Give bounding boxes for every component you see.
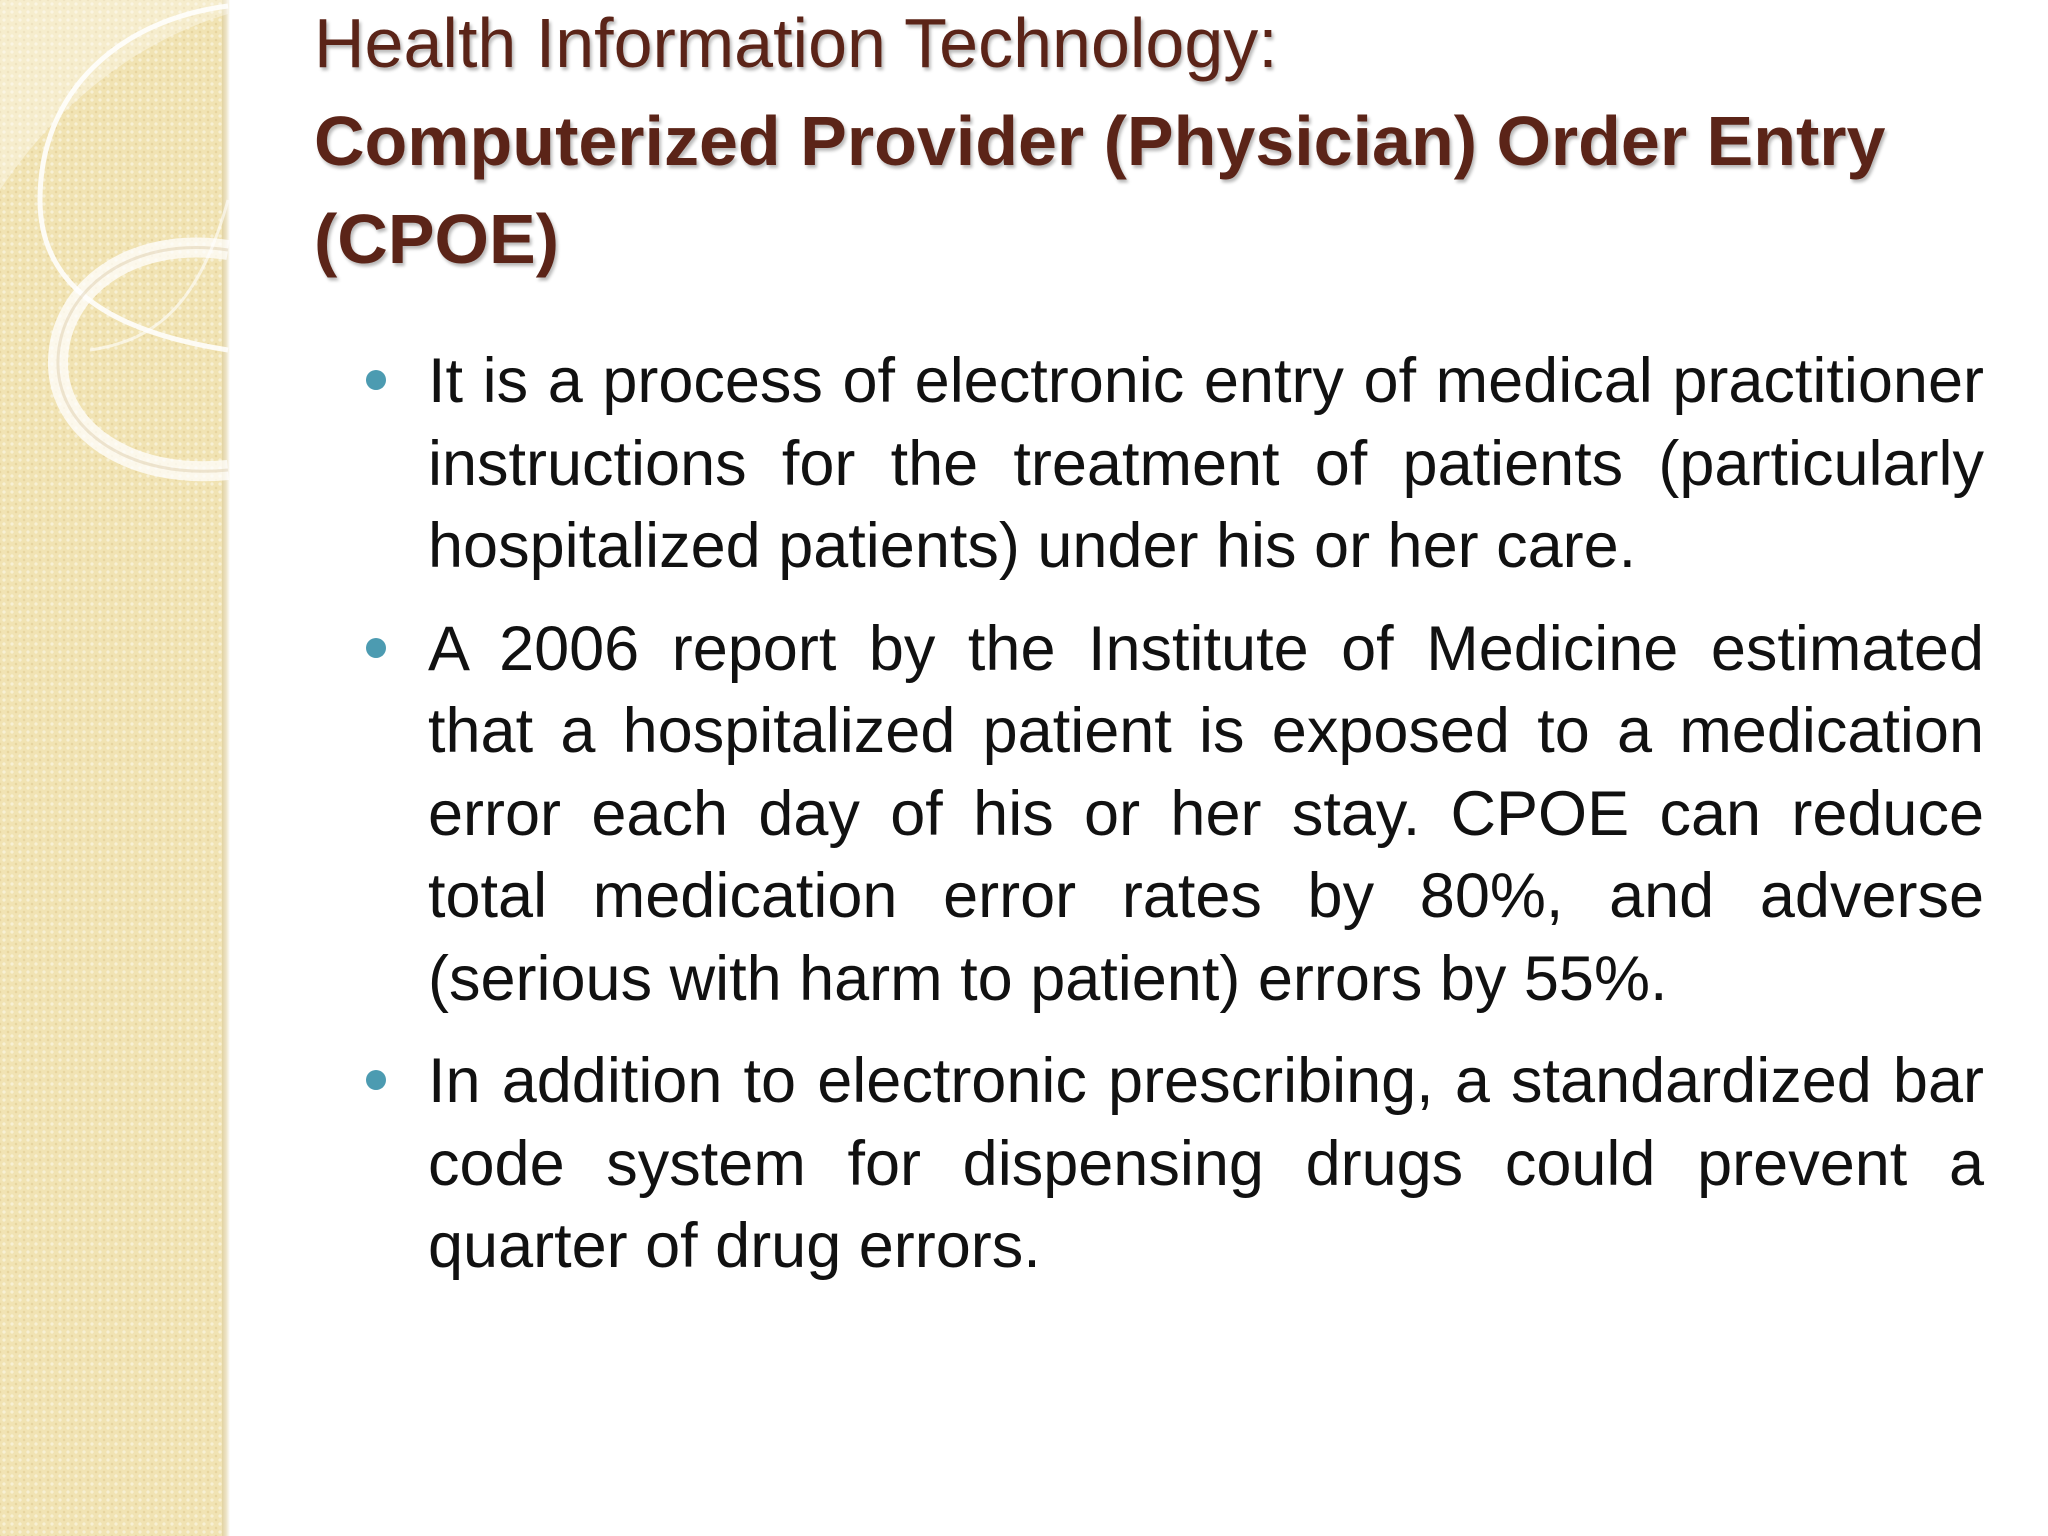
bullet-item-1	[362, 340, 1984, 588]
circle-bullet-icon	[366, 638, 386, 658]
bullet-item-3	[362, 1040, 1984, 1288]
circle-bullet-icon	[366, 370, 386, 390]
swoosh-rings-decoration	[0, 0, 260, 520]
slide-title	[314, 0, 1994, 288]
bullet-text-2: A 2006 report by the Institute of Medicine estimated that a hospitalized patient is exposed to a medication error each day of his or her stay. CPOE can reduce total medication error rates by 80%, and adverse (serious with harm to patient) errors by 55%.	[428, 613, 1984, 1014]
bullet-text-1: It is a process of electronic entry of medical practitioner instructions for the treatment of patients (particularly hospitalized patients) under his or her care.	[428, 346, 1984, 581]
title-line-1: Health Information Technology:	[314, 4, 1278, 82]
title-line-2: Computerized Provider (Physician) Order Entry (CPOE)	[314, 102, 1886, 278]
bullet-list	[362, 340, 1984, 1308]
circle-bullet-icon	[366, 1070, 386, 1090]
bullet-item-2	[362, 608, 1984, 1021]
bullet-text-3: In addition to electronic prescribing, a standardized bar code system for dispensing drugs could prevent a quarter of drug errors.	[428, 1046, 1984, 1281]
